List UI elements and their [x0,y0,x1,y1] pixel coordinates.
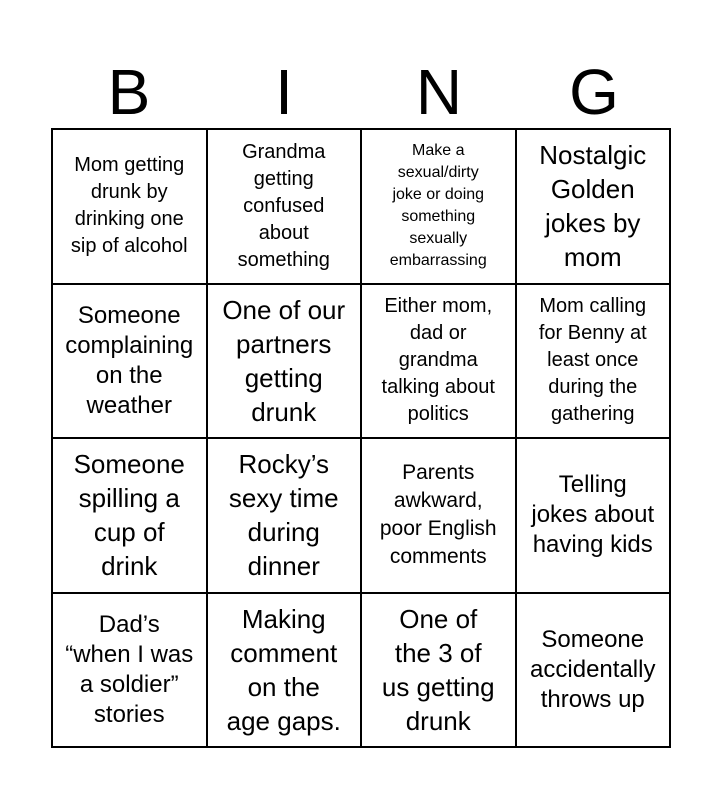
cell-text: Someone accidentally throws up [530,625,656,713]
bingo-cell-2-1[interactable] [53,285,208,440]
header-letter-g: G [569,56,619,128]
bingo-cell-4-4[interactable] [517,594,672,749]
header-letter-b: B [107,56,151,128]
cell-text: Make a sexual/dirty joke or doing something sexually embarrassing [389,142,487,270]
bingo-cell-1-3[interactable] [362,130,517,285]
cell-text: Rocky’s sexy time during dinner [228,449,339,582]
cell-text: Grandma getting confused about something [237,140,330,271]
bingo-cell-4-3[interactable] [362,594,517,749]
cell-text: Telling jokes about having kids [531,471,655,559]
bingo-cell-1-2[interactable] [208,130,363,285]
cell-text: Either mom, dad or grandma talking about politics [381,295,495,426]
header-letter-i: I [275,56,293,128]
bingo-cell-2-2[interactable] [208,285,363,440]
bingo-cell-1-4[interactable] [517,130,672,285]
cell-text: Making comment on the age gaps. [226,603,341,736]
cell-text: Nostalgic Golden jokes by mom [539,140,647,273]
bingo-board [51,128,671,748]
bingo-cell-4-1[interactable] [53,594,208,749]
cell-text: Dad’s “when I was a soldier” stories [65,610,194,728]
bingo-cell-3-2[interactable] [208,439,363,594]
bingo-cell-1-1[interactable] [53,130,208,285]
cell-text: Someone spilling a cup of drink [73,449,185,582]
bingo-cell-2-3[interactable] [362,285,517,440]
bingo-cell-3-3[interactable] [362,439,517,594]
cell-text: Parents awkward, poor English comments [379,461,497,569]
header-letter-n: N [415,56,463,128]
cell-text: Someone complaining on the weather [65,301,194,419]
bingo-cell-4-2[interactable] [208,594,363,749]
cell-text: Mom getting drunk by drinking one sip of alcohol [70,154,188,258]
cell-text: One of the 3 of us getting drunk [381,603,495,736]
cell-text: One of our partners getting drunk [222,294,346,427]
bingo-cell-3-1[interactable] [53,439,208,594]
bingo-header [0,52,723,132]
bingo-cell-2-4[interactable] [517,285,672,440]
bingo-cell-3-4[interactable] [517,439,672,594]
cell-text: Mom calling for Benny at least once during the gathering [538,295,647,426]
